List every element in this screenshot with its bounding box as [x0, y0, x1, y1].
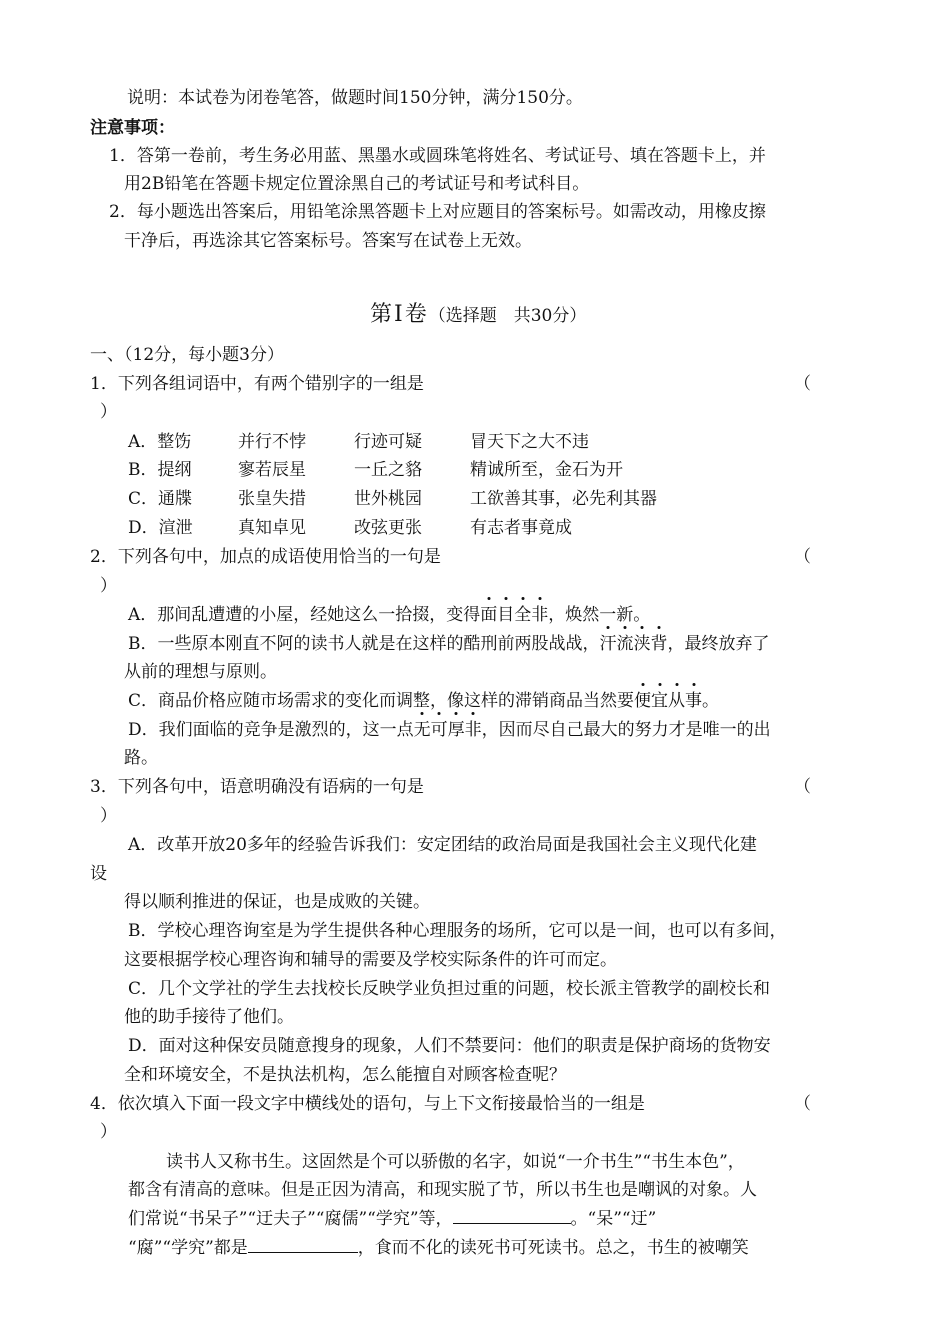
q4-answer-paren-open: （: [794, 1094, 811, 1114]
emphasis-dot-char: 从: [668, 691, 686, 711]
volume-title: [370, 300, 586, 331]
emphasis-dot-char: 背: [650, 634, 668, 654]
q1-option-b-word-2: 寥若辰星: [238, 460, 306, 480]
emphasis-dot-char: 可: [430, 720, 448, 740]
q2-option-a-dotted-idiom: [480, 605, 548, 625]
q4-passage-line-3: [128, 1207, 656, 1231]
q3-option-b-line-2: 这要根据学校心理咨询和辅导的需要及学校实际条件的许可而定。: [124, 950, 617, 970]
q1-option-c-word-4: 工欲善其事，必先利其器: [470, 489, 657, 509]
q1-option-d-word-2: 真知卓见: [238, 518, 306, 538]
q2-option-c-tail: 。: [702, 691, 720, 711]
q4-passage-line-3-tail: 。“呆”“迂”: [570, 1209, 657, 1229]
emphasis-dot-char: 汗: [599, 634, 617, 654]
q3-option-a-line-3: 得以顺利推进的保证，也是成败的关键。: [124, 892, 430, 912]
section-heading: 一、（12分，每小题3分）: [90, 345, 284, 365]
emphasis-dot-char: 浃: [633, 634, 651, 654]
q1-option-c-label: C．通牒: [128, 489, 193, 509]
emphasis-dot-char: 全: [514, 605, 532, 625]
volume-title-main: 第Ⅰ卷: [370, 302, 429, 327]
q3-option-a-line-2: 设: [90, 864, 107, 884]
emphasis-dot-char: 面: [480, 605, 498, 625]
q3-option-c-line-2: 他的助手接待了他们。: [124, 1007, 294, 1027]
q2-stem: 2．下列各句中，加点的成语使用恰当的一句是: [90, 547, 441, 567]
q3-option-a-line-1: A．改革开放20多年的经验告诉我们：安定团结的政治局面是我国社会主义现代化建: [128, 835, 757, 855]
emphasis-dot-char: 非: [531, 605, 549, 625]
q2-option-d-dotted-idiom: [414, 720, 482, 740]
q4-passage-line-4-tail: ，食而不化的读死书可死读书。总之，书生的被嘲笑: [357, 1238, 749, 1258]
q1-option-a-word-3: 行迹可疑: [354, 432, 422, 452]
q3-stem: 3．下列各句中，语意明确没有语病的一句是: [90, 777, 424, 797]
q4-stem: 4．依次填入下面一段文字中横线处的语句，与上下文衔接最恰当的一组是: [90, 1094, 645, 1114]
q4-passage-line-4-text: “腐”“学究”都是: [128, 1238, 248, 1258]
q2-option-a-text: A．那间乱遭遭的小屋，经她这么一拾掇，变得: [128, 605, 481, 625]
q1-stem: 1．下列各组词语中，有两个错别字的一组是: [90, 374, 424, 394]
q1-option-a-word-2: 并行不悖: [238, 432, 306, 452]
q4-passage-line-2: 都含有清高的意味。但是正因为清高，和现实脱了节，所以书生也是嘲讽的对象。人: [128, 1180, 757, 1200]
q3-option-d-line-1: D．面对这种保安员随意搜身的现象，人们不禁要问：他们的职责是保护商场的货物安: [128, 1036, 771, 1056]
q1-option-b-label: B．提纲: [128, 460, 192, 480]
q1-answer-paren-close: ）: [100, 402, 117, 422]
q2-option-a-tail: ，焕然一新。: [548, 605, 651, 625]
q4-blank-1: [453, 1207, 571, 1224]
q2-option-d-tail: ，因而尽自己最大的努力才是唯一的出: [481, 720, 771, 740]
emphasis-dot-char: 宜: [651, 691, 669, 711]
q2-option-b-tail: ，最终放弃了: [667, 634, 770, 654]
q2-answer-paren-close: ）: [100, 576, 117, 596]
q4-passage-line-4: [128, 1236, 749, 1260]
notice-item-1-line-1: 1．答第一卷前，考生务必用蓝、黑墨水或圆珠笔将姓名、考试证号、填在答题卡上，并: [109, 146, 766, 166]
q1-option-c-word-3: 世外桃园: [354, 489, 422, 509]
q4-passage-line-1: 读书人又称书生。这固然是个可以骄傲的名字，如说“一介书生”“书生本色”，: [166, 1152, 745, 1172]
q1-option-d-word-3: 改弦更张: [354, 518, 422, 538]
q1-answer-paren-open: （: [794, 374, 811, 394]
q2-option-c-text: C．商品价格应随市场需求的变化而调整，像这样的滞销商品当然要: [128, 691, 635, 711]
q4-answer-paren-close: ）: [100, 1122, 117, 1142]
q1-option-d-word-4: 有志者事竟成: [470, 518, 572, 538]
q3-option-b-line-1: B．学校心理咨询室是为学生提供各种心理服务的场所，它可以是一间，也可以有多间，: [128, 921, 787, 941]
q2-answer-paren-open: （: [794, 547, 811, 567]
q1-option-a-label: A．整饬: [128, 432, 192, 452]
q3-option-c-line-1: C．几个文学社的学生去找校长反映学业负担过重的问题，校长派主管教学的副校长和: [128, 979, 771, 999]
notice-item-1-line-2: 用2B铅笔在答题卡规定位置涂黑自己的考试证号和考试科目。: [124, 174, 590, 194]
q3-answer-paren-close: ）: [100, 806, 117, 826]
q3-answer-paren-open: （: [794, 777, 811, 797]
q2-option-c-dotted-idiom: [634, 691, 702, 711]
emphasis-dot-char: 厚: [447, 720, 465, 740]
emphasis-dot-char: 便: [634, 691, 652, 711]
q2-option-b-line-2: 从前的理想与原则。: [124, 662, 277, 682]
q3-option-d-line-2: 全和环境安全，不是执法机构，怎么能擅自对顾客检查呢？: [124, 1065, 566, 1085]
q1-option-b-word-4: 精诚所至，金石为开: [470, 460, 623, 480]
q2-option-d: [128, 718, 771, 742]
emphasis-dot-char: 无: [413, 720, 431, 740]
q2-option-b-text: B．一些原本刚直不阿的读书人就是在这样的酷刑前两股战战，: [128, 634, 600, 654]
q2-option-b-dotted-idiom: [600, 634, 668, 654]
notice-item-2-line-2: 干净后，再选涂其它答案标号。答案写在试卷上无效。: [124, 231, 532, 251]
emphasis-dot-char: 流: [616, 634, 634, 654]
q2-option-d-text: D．我们面临的竞争是激烈的，这一点: [128, 720, 414, 740]
q1-option-c-word-2: 张皇失措: [238, 489, 306, 509]
q2-option-b: [128, 632, 770, 656]
q2-option-a: [128, 603, 650, 627]
emphasis-dot-char: 目: [497, 605, 515, 625]
q4-blank-2: [248, 1236, 358, 1253]
exam-note: 说明：本试卷为闭卷笔答，做题时间150分钟，满分150分。: [127, 88, 583, 108]
q1-option-d-label: D．渲泄: [128, 518, 193, 538]
notice-item-2-line-1: 2．每小题选出答案后，用铅笔涂黑答题卡上对应题目的答案标号。如需改动，用橡皮擦: [109, 202, 766, 222]
volume-title-sub: （选择题 共30分）: [428, 306, 587, 326]
q2-option-c: [128, 689, 719, 713]
emphasis-dot-char: 事: [685, 691, 703, 711]
notice-title: 注意事项：: [90, 118, 175, 138]
q1-option-a-word-4: 冒天下之大不违: [470, 432, 589, 452]
emphasis-dot-char: 非: [464, 720, 482, 740]
q1-option-b-word-3: 一丘之貉: [354, 460, 422, 480]
q2-option-d-line-2: 路。: [124, 748, 158, 768]
q4-passage-line-3-text: 们常说“书呆子”“迂夫子”“腐儒”“学究”等，: [128, 1209, 453, 1229]
